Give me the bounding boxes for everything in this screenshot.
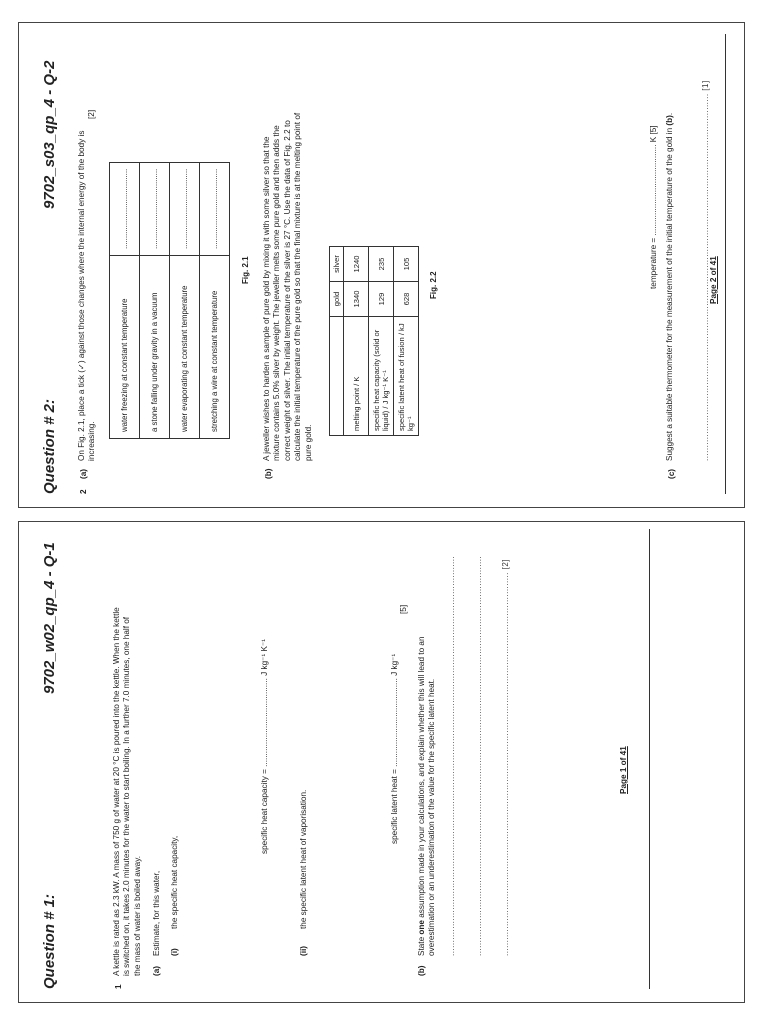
part-b-label: (b)	[264, 468, 273, 479]
fig-2-2-value-cell: 235	[369, 247, 394, 282]
fig-2-2-quantity-cell: specific latent heat of fusion / kJ kg⁻¹	[394, 317, 419, 436]
part-c-text: Suggest a suitable thermometer for the measurement of the initial temperature of the gold in (b).	[665, 112, 674, 461]
part-a-text: On Fig. 2.1, place a tick (✓) against those changes where the internal energy of the body is increasing.	[77, 130, 97, 461]
fig-2-2-header-cell	[330, 317, 344, 436]
fig-2-1-change-cell: water evaporating at constant temperature	[170, 256, 200, 439]
fig-2-2-value-cell: 105	[394, 247, 419, 282]
fig-2-1-answer-cell[interactable]: .....................................	[140, 162, 170, 255]
question-1-title: Question # 1:	[41, 893, 58, 989]
page-2	[18, 22, 745, 508]
part-aii-label: (ii)	[299, 945, 308, 956]
part-a-label: (a)	[79, 468, 88, 479]
fig-2-2-value-cell: 129	[369, 282, 394, 317]
part-ai-label: (i)	[170, 948, 179, 956]
fig-2-2-caption: Fig. 2.2	[429, 271, 438, 299]
part-b-label: (b)	[417, 965, 426, 976]
part-c-label: (c)	[667, 468, 676, 479]
fig-2-2-quantity-cell: melting point / K	[344, 317, 369, 436]
part-ai-answer-line: specific heat capacity = ....................................... J kg⁻¹ K⁻¹	[260, 639, 269, 854]
page-1-content	[19, 522, 745, 1003]
fig-2-1-row	[110, 162, 140, 438]
part-b-text: A jeweller wishes to harden a sample of pure gold by mixing it with some silver so that the mixture contains 5.0% silver by weight. The jeweller melts some pure gold and then adds the correct weight of silver. The initial temperature of the silver is 27 °C. Use the data of Fig. 2.2 to calculate the initial temperature of the pure gold so that the final mixture is at the melting point of pure gold.	[262, 112, 313, 461]
question-2-number: 2	[79, 489, 88, 494]
fig-2-1-answer-cell[interactable]: .....................................	[200, 162, 230, 255]
fig-2-1-caption: Fig. 2.1	[241, 256, 250, 284]
fig-2-2-header-cell: silver	[330, 247, 344, 282]
fig-2-1-change-cell: water freezing at constant temperature	[110, 256, 140, 439]
part-b-line-1: ...................................................................................................................................................	[447, 555, 456, 956]
page-2-footer: Page 2 of 41	[709, 256, 718, 304]
fig-2-1-row	[140, 162, 170, 438]
part-b-line-3: ............................................................................................................................................. [2]	[501, 558, 510, 956]
fig-2-2-quantity-cell: specific heat capacity (solid or liquid) / J kg⁻¹ K⁻¹	[369, 317, 394, 436]
page-1-footer: Page 1 of 41	[619, 746, 628, 794]
fig-2-2-table	[329, 246, 419, 436]
question-1-intro: A kettle is rated as 2.3 kW. A mass of 750 g of water at 20 °C is poured into the kettle. When the kettle is switched on, it takes 2.0 minutes for the water to start boiling. In a further 7.0 minutes, one half of the mass of water is boiled away.	[112, 607, 142, 976]
question-2-title: Question # 2:	[41, 398, 58, 494]
page-1-footer-rule	[649, 529, 650, 989]
fig-2-2-value-cell: 628	[394, 282, 419, 317]
fig-2-2-row	[394, 247, 419, 436]
part-a-label: (a)	[152, 965, 161, 976]
fig-2-1-row	[170, 162, 200, 438]
part-ai-text: the specific heat capacity,	[170, 835, 179, 929]
part-b-answer-line: temperature = ........................................ K [5]	[649, 125, 658, 289]
page-2-footer-rule	[725, 34, 726, 494]
fig-2-2-header-cell: gold	[330, 282, 344, 317]
part-b-text: State one assumption made in your calculations, and explain whether this will lead to an overestimation or an underestimation of the value for the specific latent heat.	[417, 636, 437, 956]
fig-2-1-row	[200, 162, 230, 438]
fig-2-2-header-row	[330, 247, 344, 436]
part-a-marks: [2]	[87, 109, 96, 119]
part-a-text: Estimate, for this water,	[152, 870, 161, 956]
question-1-number: 1	[114, 984, 123, 989]
fig-2-2-value-cell: 1340	[344, 282, 369, 317]
question-2-code: 9702_s03_qp_4 - Q-2	[41, 60, 58, 209]
fig-2-2-value-cell: 1240	[344, 247, 369, 282]
fig-2-1-table	[109, 162, 230, 439]
question-1-code: 9702_w02_qp_4 - Q-1	[41, 542, 58, 694]
part-aii-answer-line: specific latent heat = ....................................... J kg⁻¹	[390, 653, 399, 844]
page-2-content	[19, 23, 745, 508]
fig-2-1-answer-cell[interactable]: .....................................	[170, 162, 200, 255]
part-c-answer-line: ....................................................................................................................................... [1]	[701, 80, 710, 461]
part-b-line-2: ...................................................................................................................................................	[474, 555, 483, 956]
part-aii-marks: [5]	[399, 604, 408, 614]
part-aii-text: the specific latent heat of vaporisation.	[299, 789, 308, 929]
fig-2-1-change-cell: a stone falling under gravity in a vacuum	[140, 256, 170, 439]
fig-2-1-answer-cell[interactable]: .....................................	[110, 162, 140, 255]
fig-2-2-row	[344, 247, 369, 436]
page-1	[18, 521, 745, 1003]
fig-2-2-row	[369, 247, 394, 436]
fig-2-1-change-cell: stretching a wire at constant temperature	[200, 256, 230, 439]
